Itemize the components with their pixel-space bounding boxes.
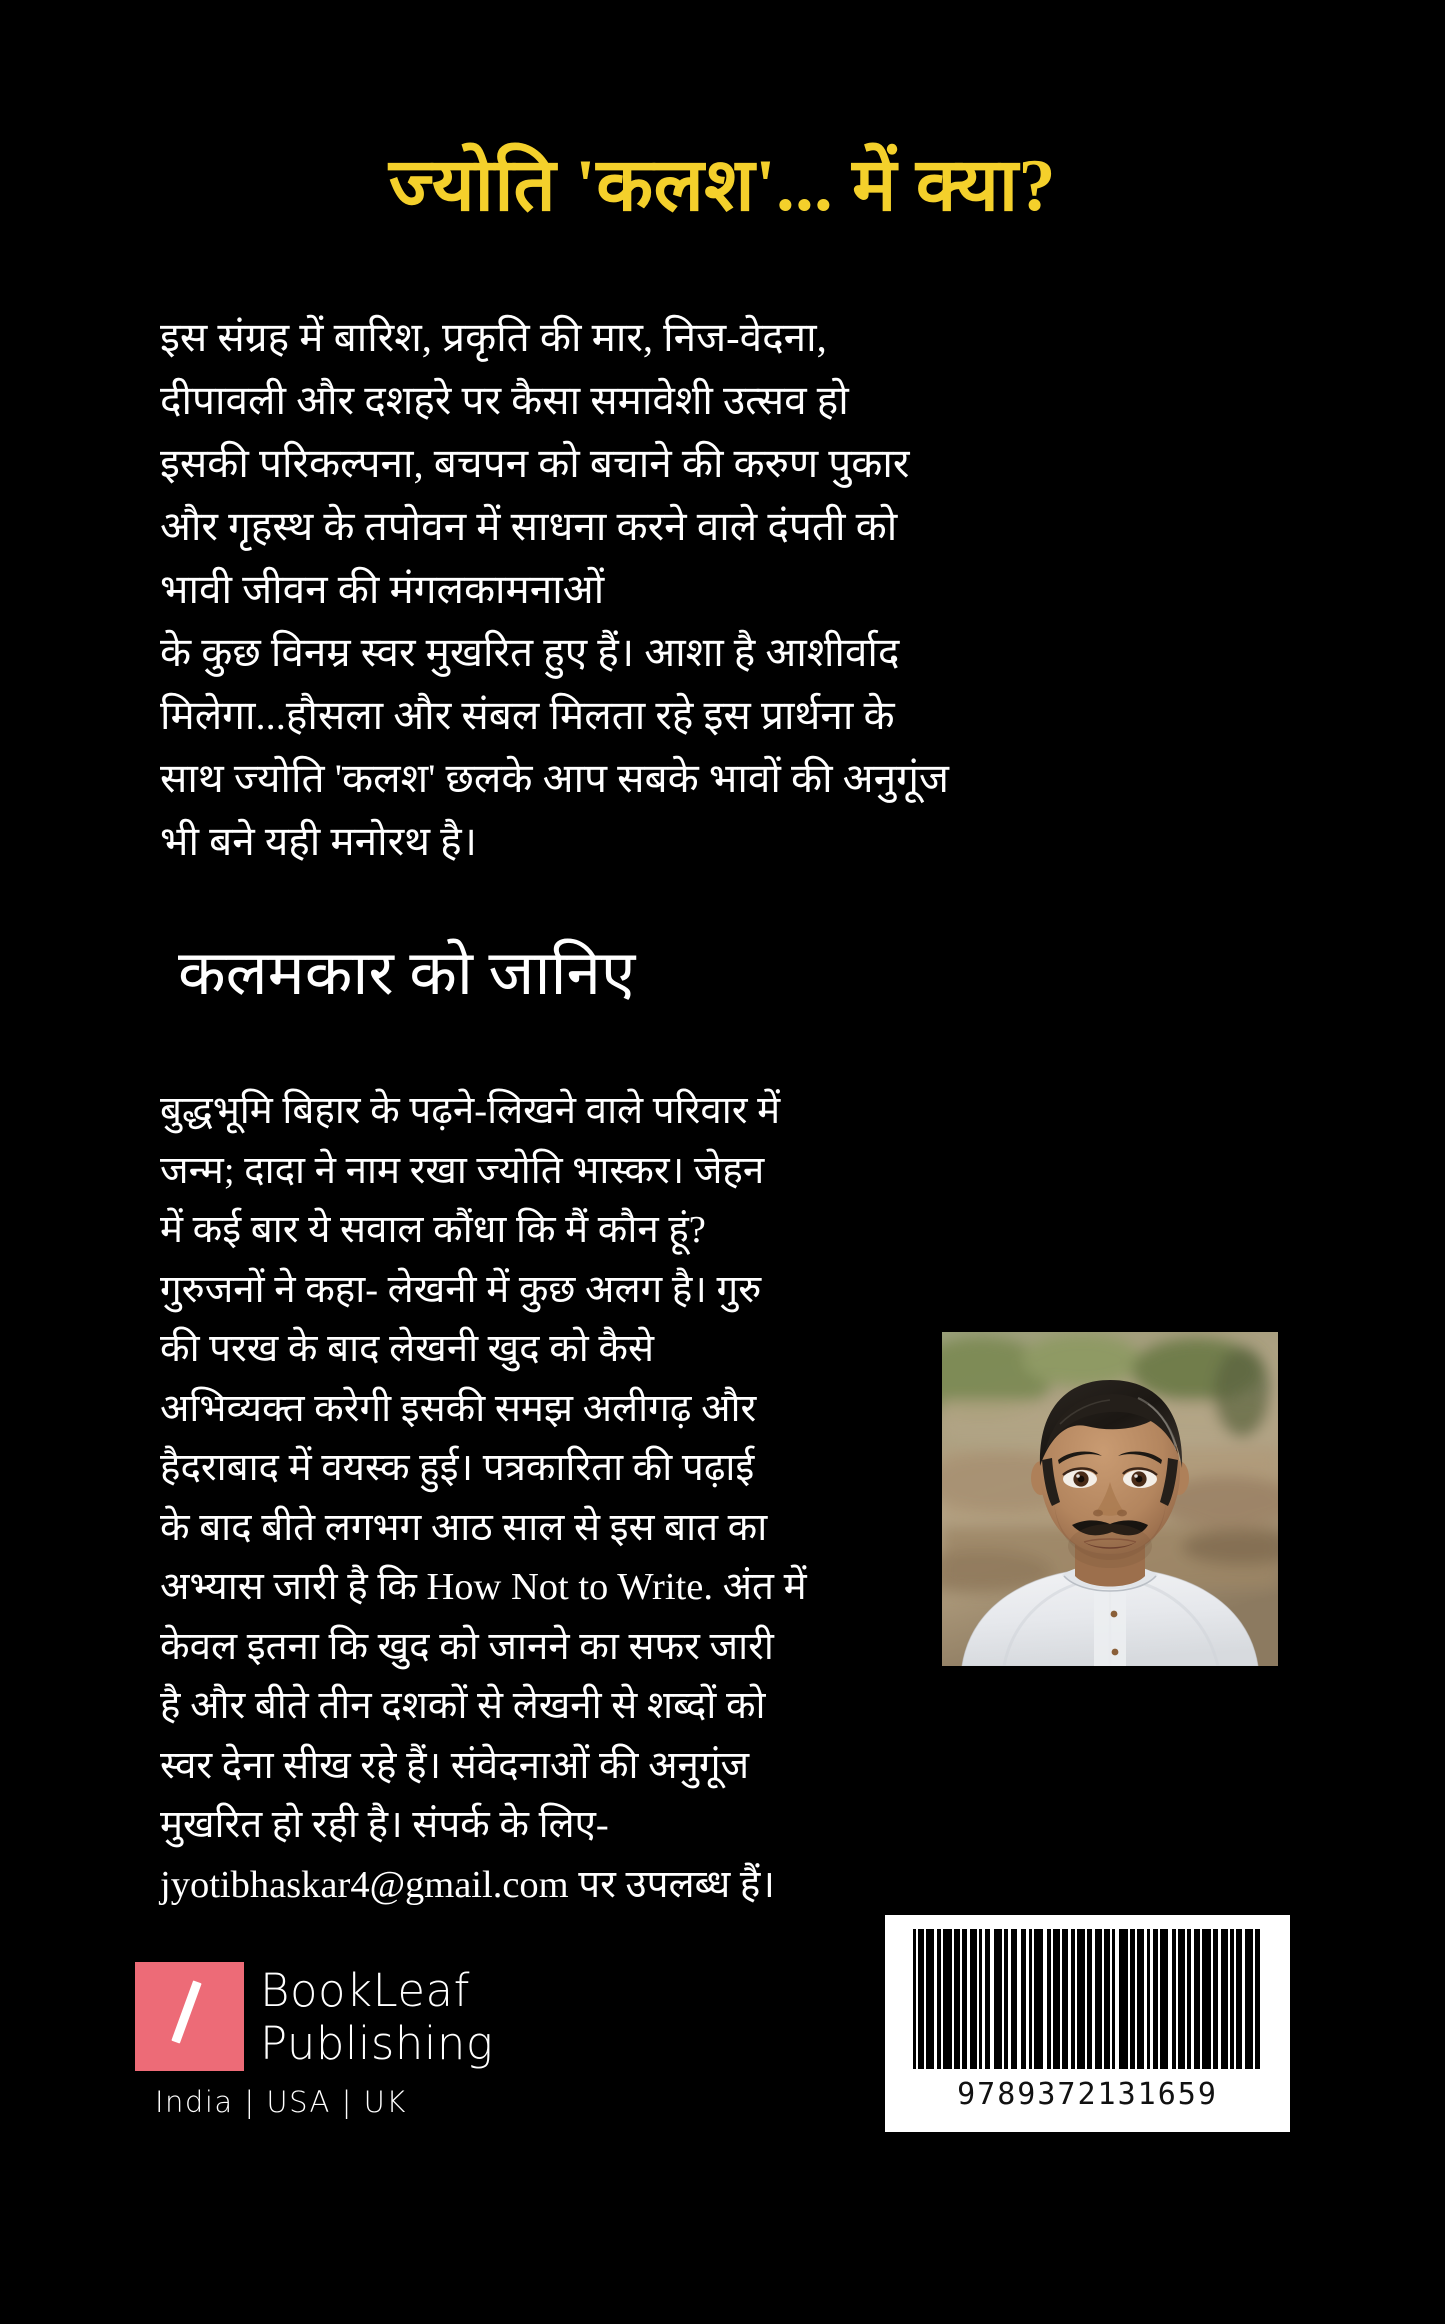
- author-portrait-image: [942, 1332, 1278, 1666]
- blurb-line: दीपावली और दशहरे पर कैसा समावेशी उत्सव हो: [160, 378, 849, 423]
- blurb-line: इसकी परिकल्पना, बचपन को बचाने की करुण पुकार: [160, 441, 910, 486]
- author-bio: [160, 1082, 960, 1915]
- blurb-line: और गृहस्थ के तपोवन में साधना करने वाले दंपती को: [160, 504, 898, 549]
- barcode-bar: [1053, 1929, 1060, 2069]
- bio-line: मुखरित हो रही है। संपर्क के लिए-: [160, 1804, 609, 1846]
- publisher-name: [260, 1962, 493, 2070]
- blurb-line: भावी जीवन की मंगलकामनाओं: [160, 567, 605, 612]
- author-photo: [942, 1332, 1278, 1666]
- bio-line: जन्म; दादा ने नाम रखा ज्योति भास्कर। जेहन: [160, 1149, 765, 1192]
- blurb-paragraph: [160, 306, 949, 873]
- bio-line: में कई बार ये सवाल कौंधा कि मैं कौन हूं?: [160, 1209, 706, 1251]
- bio-line: अभिव्यक्त करेगी इसकी समझ अलीगढ़ और: [160, 1387, 757, 1430]
- bio-line: है और बीते तीन दशकों से लेखनी से शब्दों को: [160, 1685, 766, 1727]
- bio-line: बुद्धभूमि बिहार के पढ़ने-लिखने वाले परिवार में: [160, 1090, 781, 1132]
- barcode-bar: [1034, 1929, 1043, 2069]
- bio-line: jyotibhaskar4@gmail.com पर उपलब्ध हैं।: [160, 1863, 775, 1906]
- bio-line: के बाद बीते लगभग आठ साल से इस बात का: [160, 1506, 768, 1549]
- barcode: [885, 1915, 1290, 2132]
- barcode-bars: [913, 1929, 1263, 2069]
- publisher-regions: India | USA | UK: [155, 2085, 407, 2119]
- barcode-bar: [1077, 1929, 1085, 2069]
- bookleaf-slash-icon: [135, 1962, 244, 2071]
- barcode-bar: [994, 1929, 1002, 2069]
- barcode-bar: [943, 1929, 952, 2069]
- publisher-logo: [135, 1962, 535, 2119]
- bio-line: स्वर देना सीख रहे हैं। संवेदनाओं की अनुगूंज: [160, 1744, 750, 1787]
- blurb-line: इस संग्रह में बारिश, प्रकृति की मार, निज-वेदना,: [160, 315, 827, 360]
- slash-glyph: [171, 1980, 201, 2043]
- barcode-bar: [1119, 1929, 1128, 2069]
- blurb-line: भी बने यही मनोरथ है।: [160, 819, 478, 864]
- publisher-name-line1: BookLeaf: [260, 1964, 470, 2017]
- bio-line: केवल इतना कि खुद को जानने का सफर जारी: [160, 1625, 774, 1668]
- bio-line: अभ्यास जारी है कि How Not to Write. अंत में: [160, 1566, 807, 1608]
- barcode-bar: [1202, 1929, 1211, 2069]
- blurb-line: मिलेगा...हौसला और संबल मिलता रहे इस प्रार्थना के: [160, 693, 895, 738]
- bio-line: हैदराबाद में वयस्क हुई। पत्रकारिता की पढ़ाई: [160, 1447, 755, 1489]
- barcode-bar: [1095, 1929, 1102, 2069]
- barcode-bar: [1178, 1929, 1185, 2069]
- publisher-name-line2: Publishing: [260, 2017, 494, 2070]
- blurb-line: साथ ज्योति 'कलश' छलके आप सबके भावों की अनुगूंज: [160, 756, 949, 801]
- barcode-bar: [1221, 1929, 1228, 2069]
- barcode-bar: [1011, 1929, 1018, 2069]
- blurb-line: के कुछ विनम्र स्वर मुखरित हुए हैं। आशा है आशीर्वाद: [160, 630, 900, 675]
- bio-line: गुरुजनों ने कहा- लेखनी में कुछ अलग है। गुरु: [160, 1268, 762, 1311]
- barcode-bar: [970, 1929, 977, 2069]
- barcode-bar: [1260, 1929, 1262, 2069]
- barcode-bar: [1160, 1929, 1168, 2069]
- book-title: ज्योति 'कलश'... में क्या?: [388, 145, 1057, 227]
- isbn-number: 9789372131659: [957, 2077, 1218, 2112]
- publisher-logo-row: [135, 1962, 535, 2071]
- barcode-bar: [1245, 1929, 1253, 2069]
- bio-line: की परख के बाद लेखनी खुद को कैसे: [160, 1328, 654, 1370]
- section-heading-about-author: कलमकार को जानिए: [178, 940, 636, 1008]
- barcode-bar: [926, 1929, 934, 2069]
- barcode-bar: [1137, 1929, 1144, 2069]
